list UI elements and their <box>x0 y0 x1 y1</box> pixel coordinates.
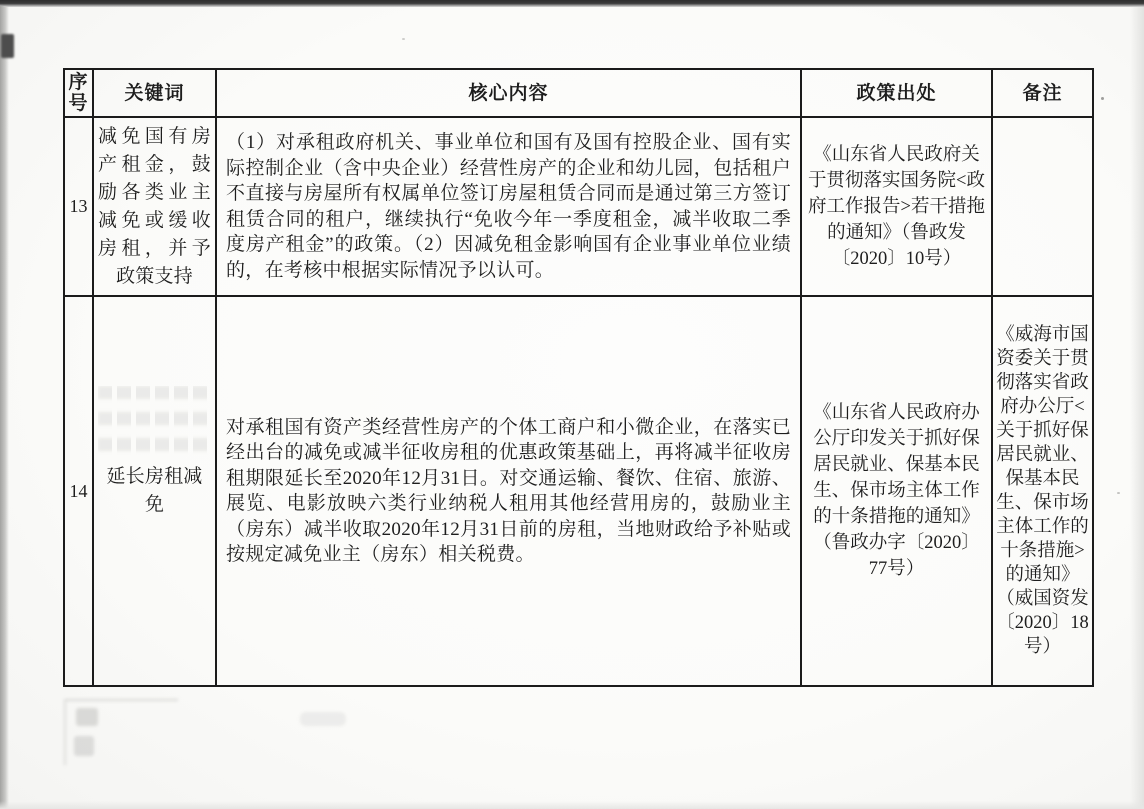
table-row-13 <box>64 117 1093 296</box>
scan-edge-bottom <box>0 801 1144 809</box>
serial-cell: 14 <box>64 296 93 686</box>
scan-corner-mark <box>1 34 14 58</box>
bleed-through-line <box>66 699 178 701</box>
col-header-content: 核心内容 <box>216 69 801 117</box>
remark-cell <box>992 117 1093 296</box>
scan-edge-left <box>0 6 9 809</box>
bleed-through-mark <box>76 708 98 726</box>
remark-cell: 《威海市国资委关于贯彻落实省政府办公厅<关于抓好保居民就业、保基本民生、保市场主体工作的十条措施>的通知》（威国资发〔2020〕18号） <box>992 296 1093 686</box>
scan-edge-top <box>0 0 1144 7</box>
policy-table <box>63 68 1094 687</box>
scan-speck <box>1117 492 1120 494</box>
keyword-cell: 延长房租减免 <box>93 296 216 686</box>
table-header-row <box>64 69 1093 117</box>
col-header-source: 政策出处 <box>801 69 992 117</box>
col-header-keyword: 关键词 <box>93 69 216 117</box>
table-row-14 <box>64 296 1093 686</box>
col-header-serial: 序号 <box>64 69 93 117</box>
source-cell: 《山东省人民政府办公厅印发关于抓好保居民就业、保基本民生、保市场主体工作的十条措拖的通知》（鲁政办字〔2020〕77号） <box>801 296 992 686</box>
bleed-through-mark <box>300 712 346 726</box>
scan-edge-right <box>1130 7 1144 809</box>
source-cell: 《山东省人民政府关于贯彻落实国务院<政府工作报告>若干措拖的通知》（鲁政发〔2020〕10号） <box>801 117 992 296</box>
content-cell: 对承租国有资产类经营性房产的个体工商户和小微企业，在落实已经出台的减免或减半征收房租的优惠政策基础上，再将减半征收房租期限延长至2020年12月31日。对交通运输、餐饮、住宿、旅游、展览、电影放映六类行业纳税人租用其他经营用房的，鼓励业主（房东）减半收取2020年12月31日前的房租，当地财政给予补贴或按规定减免业主（房东）相关税费。 <box>216 296 801 686</box>
scan-speck <box>1101 97 1104 100</box>
serial-cell: 13 <box>64 117 93 296</box>
scan-speck <box>402 38 405 40</box>
bleed-through-mark <box>74 736 94 756</box>
content-cell: （1）对承租政府机关、事业单位和国有及国有控股企业、国有实际控制企业（含中央企业）经营性房产的企业和幼儿园，包括租户不直接与房屋所有权属单位签订房屋租赁合同而是通过第三方签订租赁合同的租户，继续执行“免收今年一季度租金，减半收取二季度房产租金”的政策。（2）因减免租金影响国有企业事业单位业绩的，在考核中根据实际情况予以认可。 <box>216 117 801 296</box>
keyword-cell: 减免国有房产租金，鼓励各类业主减免或缓收房租，并予政策支持 <box>93 117 216 296</box>
col-header-remark: 备注 <box>992 69 1093 117</box>
bleed-through-line <box>64 699 66 765</box>
